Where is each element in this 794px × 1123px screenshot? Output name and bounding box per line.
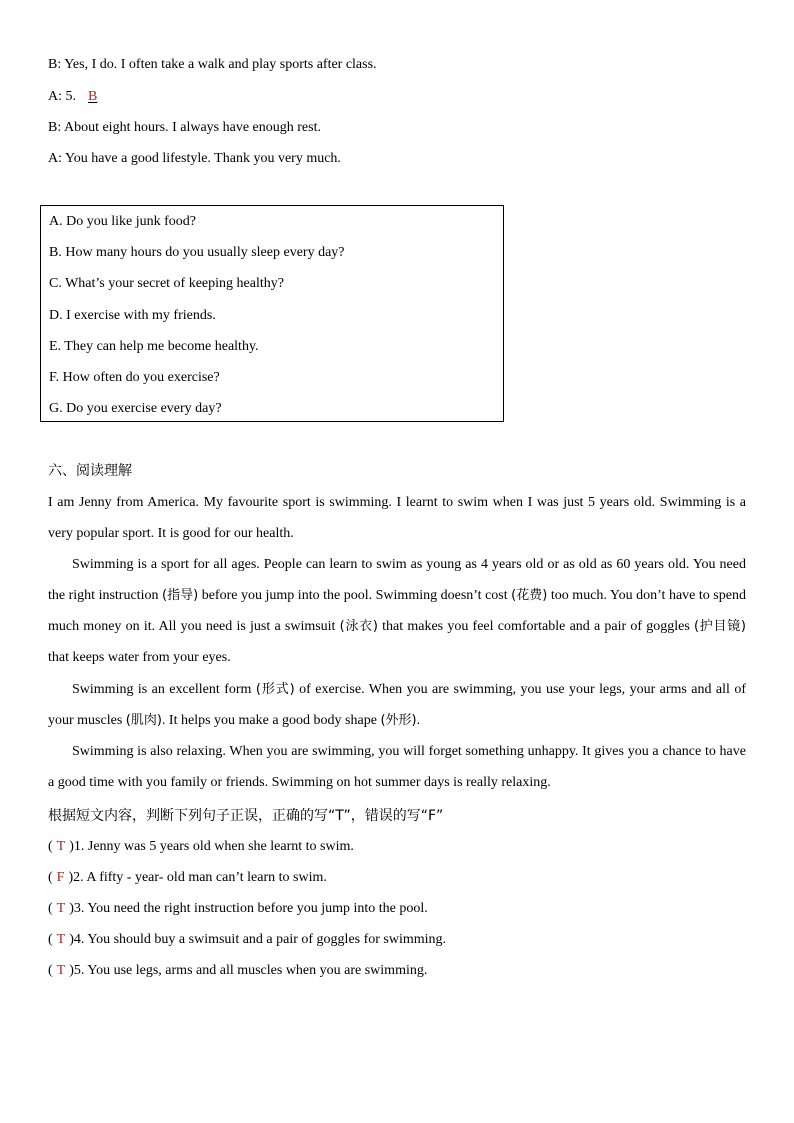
- tf-answer: T: [56, 963, 66, 978]
- passage-paragraph-1: I am Jenny from America. My favourite sport is swimming. I learnt to swim when I was just 5 years old. Swimming is a very popular sport. It is good for our health.: [48, 495, 746, 541]
- tf-instruction: 根据短文内容，判断下列句子正误，正确的写“T”，错误的写“F”: [48, 808, 444, 824]
- answer-blank: [76, 88, 109, 106]
- gloss-goggles: (护目镜): [694, 619, 746, 634]
- tf-answer: F: [56, 870, 65, 885]
- question-number: 5.: [65, 89, 76, 104]
- gloss-shape: (外形): [380, 713, 417, 728]
- option-d: D. I exercise with my friends.: [49, 308, 216, 323]
- options-box: [40, 205, 504, 422]
- option-e: E. They can help me become healthy.: [49, 339, 259, 354]
- section-title: 六、阅读理解: [48, 463, 132, 479]
- option-g: G. Do you exercise every day?: [49, 401, 222, 416]
- passage-text: that keeps water from your eyes.: [48, 650, 231, 665]
- option-c: C. What’s your secret of keeping healthy?: [49, 276, 284, 291]
- passage-paragraph-4: Swimming is also relaxing. When you are swimming, you will forget something unhappy. It gives you a chance to have a good time with you family or friends. Swimming on hot summer days is really relaxing.: [48, 744, 746, 790]
- gloss-form: (形式): [255, 682, 295, 697]
- passage-text: before you jump into the pool. Swimming doesn’t cost: [198, 588, 512, 603]
- dialogue-text: Yes, I do. I often take a walk and play sports after class.: [64, 57, 377, 72]
- tf-text: )5. You use legs, arms and all muscles when you are swimming.: [69, 963, 428, 978]
- gloss-muscles: (肌肉): [125, 713, 162, 728]
- option-f: F. How often do you exercise?: [49, 370, 220, 385]
- tf-item-4: ( T )4. You should buy a swimsuit and a pair of goggles for swimming.: [48, 932, 447, 947]
- passage-paragraph-2: [48, 549, 746, 673]
- tf-answer: T: [56, 901, 66, 916]
- tf-text: )2. A fifty - year- old man can’t learn to swim.: [68, 870, 327, 885]
- tf-answer: T: [56, 932, 66, 947]
- tf-item-1: ( T )1. Jenny was 5 years old when she learnt to swim.: [48, 839, 354, 854]
- speaker: A:: [48, 151, 62, 166]
- dialogue-line-2: [48, 88, 109, 106]
- dialogue-line-3: [48, 119, 321, 137]
- passage-text: Swimming is a sport for all ages. People can learn to swim as young as 4 years old or as old as 60 years old. You need the right instruction: [48, 557, 746, 603]
- dialogue-line-4: [48, 150, 341, 168]
- speaker: B:: [48, 120, 62, 135]
- tf-item-2: ( F )2. A fifty - year- old man can’t learn to swim.: [48, 870, 327, 885]
- passage-text: too much. You don’t have to spend much money on it. All you need is just a swimsuit: [48, 588, 746, 634]
- dialogue-text: About eight hours. I always have enough rest.: [63, 120, 321, 135]
- passage-text: Swimming is an excellent form: [72, 682, 256, 697]
- answer-letter: B: [88, 89, 98, 104]
- option-b: B. How many hours do you usually sleep every day?: [49, 245, 345, 260]
- tf-answer: T: [56, 839, 66, 854]
- gloss-cost: (花费): [511, 588, 548, 603]
- speaker: B:: [48, 57, 62, 72]
- option-a: A. Do you like junk food?: [49, 214, 196, 229]
- gloss-swimsuit: (泳衣): [339, 619, 378, 634]
- gloss-instruction: (指导): [162, 588, 199, 603]
- tf-text: )4. You should buy a swimsuit and a pair of goggles for swimming.: [69, 932, 447, 947]
- tf-item-3: ( T )3. You need the right instruction before you jump into the pool.: [48, 901, 428, 916]
- tf-text: )3. You need the right instruction before you jump into the pool.: [69, 901, 428, 916]
- dialogue-line-1: [48, 56, 377, 74]
- speaker: A:: [48, 89, 62, 104]
- passage-text: . It helps you make a good body shape: [161, 713, 381, 728]
- passage-text: .: [416, 713, 421, 728]
- dialogue-text: You have a good lifestyle. Thank you very much.: [64, 151, 341, 166]
- tf-item-5: ( T )5. You use legs, arms and all muscles when you are swimming.: [48, 963, 428, 978]
- tf-text: )1. Jenny was 5 years old when she learnt to swim.: [69, 839, 354, 854]
- passage-paragraph-3: [48, 674, 746, 736]
- passage-text: of exercise. When you are swimming, you use your legs, your arms and all of your muscles: [48, 682, 746, 728]
- passage-text: that makes you feel comfortable and a pair of goggles: [377, 619, 695, 634]
